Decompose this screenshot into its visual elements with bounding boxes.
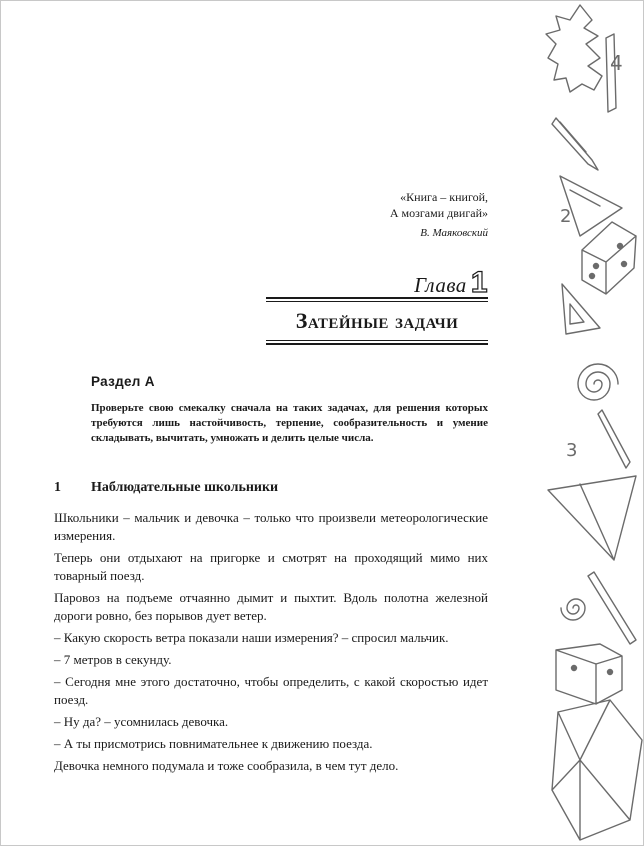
dice-dot-6 [608,670,613,675]
dice-dot-2 [590,274,595,279]
epigraph-line-2: А мозгами двигай» [389,206,488,220]
epigraph [288,189,488,241]
dice-icon [582,222,636,294]
section-heading: Раздел А [91,374,155,389]
dice-dot-3 [618,244,623,249]
margin-illustrations [540,0,644,846]
problem-paragraph: – Какую скорость ветра показали наши измерения? – спросил мальчик. [54,630,449,645]
problem-paragraph: Паровоз на подъеме отчаянно дымит и пыхтит. Вдоль полотна железной дороги ровно, без порывов дует ветер. [54,590,488,623]
dice-dot-1 [594,264,599,269]
jagged-shape-icon [546,5,602,92]
digit-two-glyph: 2 [560,206,572,227]
dice-dot-5 [572,666,577,671]
section-intro: Проверьте свою смекалку сначала на таких задачах, для решения которых требуются лишь настойчивость, терпение, сообразительность и умение складывать, вычитать, умножать и делить целые числа. [91,402,488,444]
spiral-icon [578,364,618,400]
chapter-title: Затейные задачи [295,308,459,333]
dice-dot-4 [622,262,627,267]
problem-body [54,509,488,779]
set-square-icon [562,284,600,334]
epigraph-author: В. Маяковский [420,227,488,239]
spiral-icon-2 [561,599,585,620]
problem-paragraph: Девочка немного подумала и тоже сообразила, в чем тут дело. [54,758,399,773]
problem-paragraph: – Сегодня мне этого достаточно, чтобы определить, с какой скоростью идет поезд. [54,674,488,707]
problem-paragraph: – Ну да? – усомнилась девочка. [54,714,229,729]
problem-title: Наблюдательные школьники [91,480,279,495]
digit-four-glyph: 4 [610,51,623,75]
pen-icon [598,410,630,468]
chapter-number: 1 [470,266,488,299]
problem-paragraph: – А ты присмотрись повнимательнее к движению поезда. [54,736,373,751]
pyramid-icon [548,476,636,560]
problem-number: 1 [54,480,61,495]
problem-paragraph: Теперь они отдыхают на пригорке и смотрят на проходящий мимо них товарный поезд. [54,550,488,583]
digit-three-glyph: 3 [566,440,578,461]
ruler-icon [588,572,636,644]
chapter-label [414,266,488,300]
chapter-label-text: Глава [414,273,467,297]
problem-paragraph: Школьники – мальчик и девочка – только что произвели метеорологические измерения. [54,510,488,543]
problem-paragraph: – 7 метров в секунду. [54,652,172,667]
polyhedron-icon [552,700,642,840]
pencil-icon [552,118,598,170]
epigraph-line-1: «Книга – книгой, [400,190,488,204]
chapter-title-bar [266,297,488,345]
